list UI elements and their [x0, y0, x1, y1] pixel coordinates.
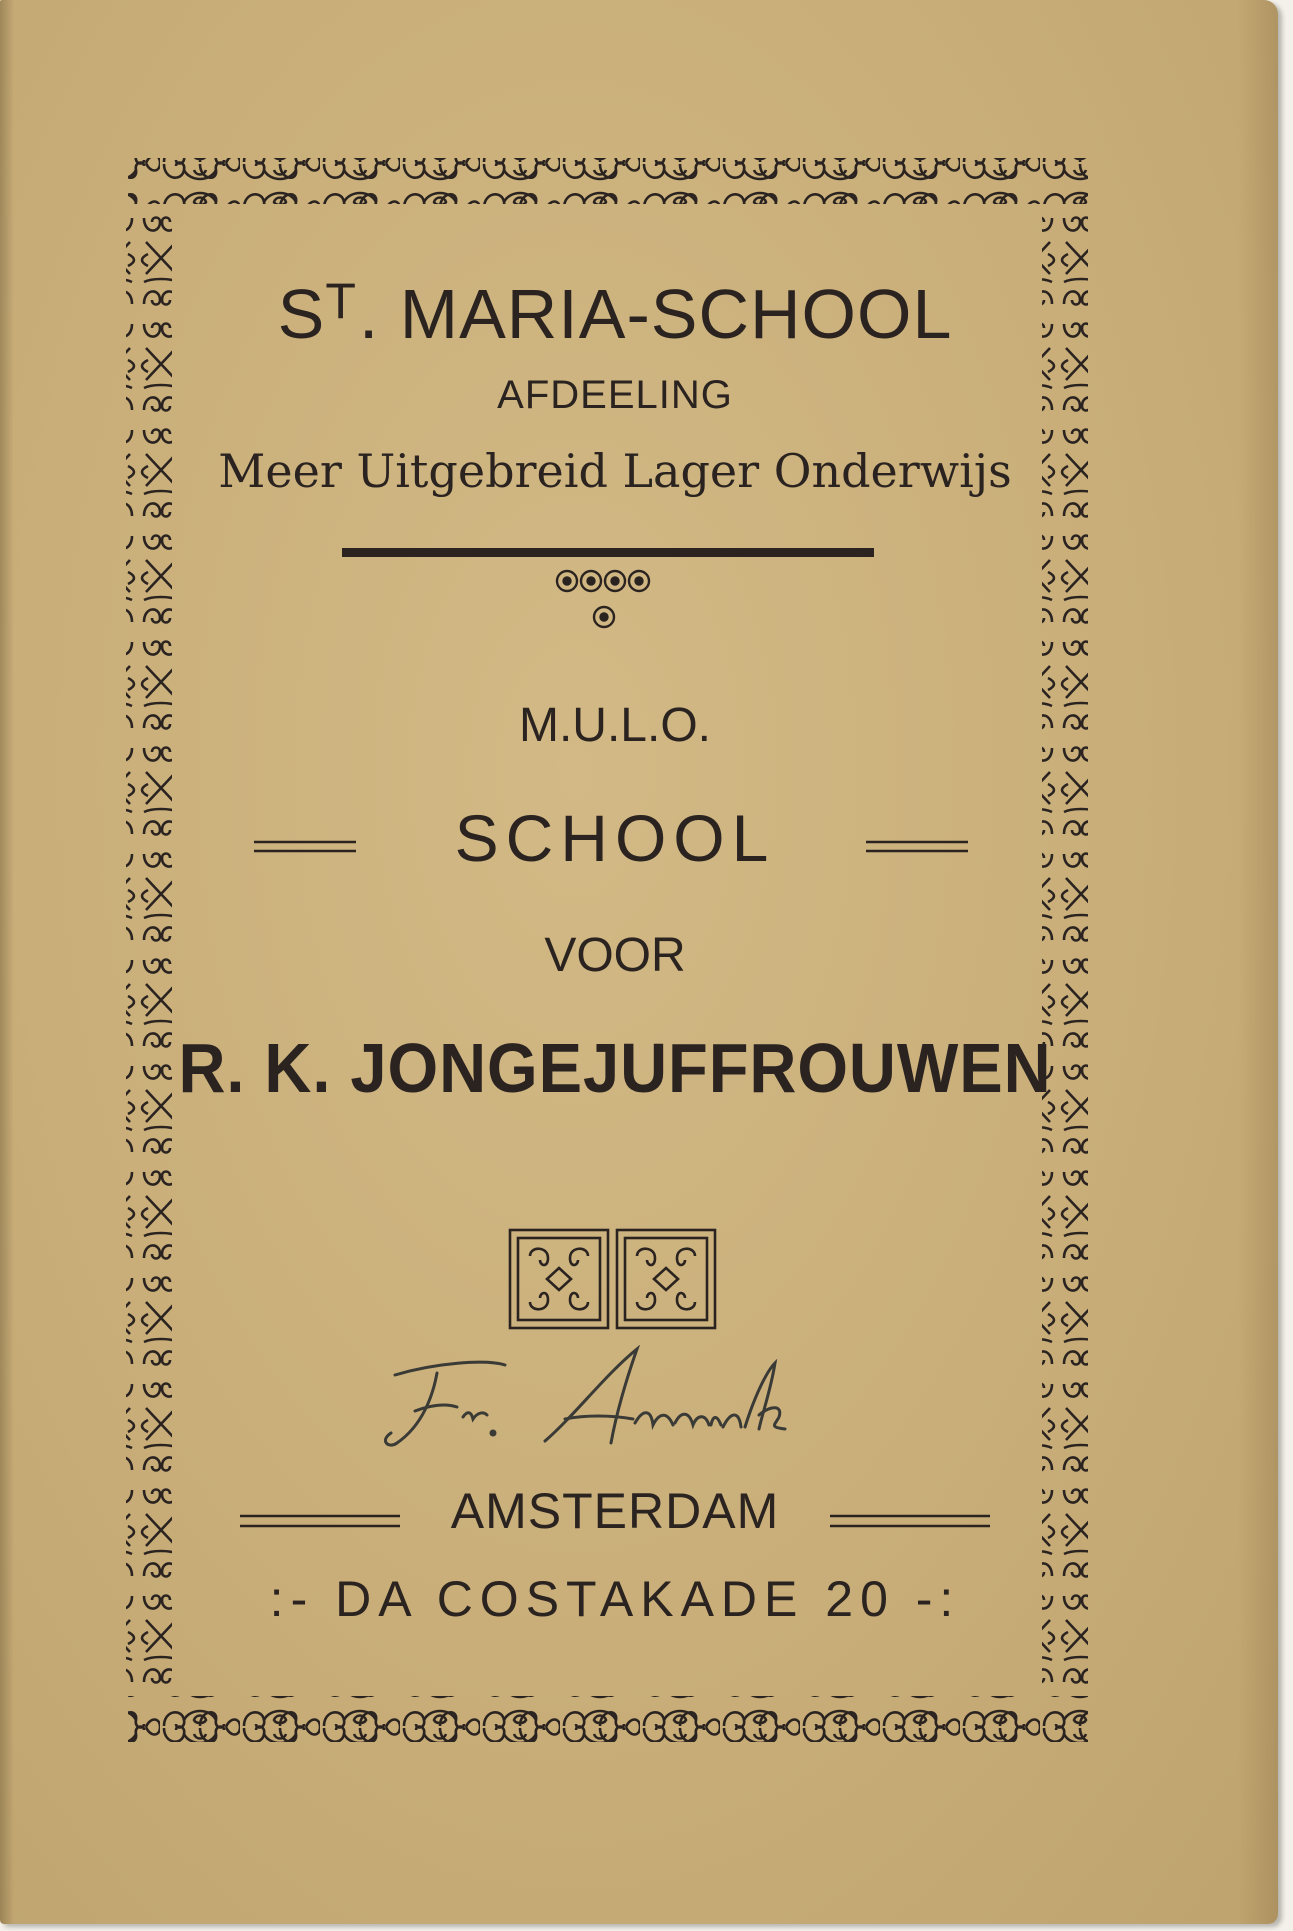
school-name [0, 272, 1230, 354]
voor-label: VOOR [544, 929, 686, 982]
mulo-label: M.U.L.O. [518, 699, 712, 752]
address: :- DA COSTAKADE 20 -: [269, 1571, 961, 1627]
border-top [128, 158, 1088, 204]
subtitle: Meer Uitgebreid Lager Onderwijs [218, 444, 1012, 498]
handwritten-signature [375, 1345, 875, 1465]
ring-dots-ornament [557, 571, 649, 627]
title-prefix-s: S [277, 275, 326, 353]
city: AMSTERDAM [450, 1483, 780, 1539]
border-bottom [128, 1696, 1088, 1742]
heavy-rule [342, 548, 874, 557]
school-heading: SCHOOL [454, 801, 776, 875]
title-sup: T [325, 273, 357, 329]
audience-heading: R. K. JONGEJUFFROUWEN [178, 1029, 1052, 1107]
department-label: AFDEELING [497, 373, 733, 417]
knot-tile-emblem [510, 1230, 715, 1328]
title-rest: . MARIA-SCHOOL [358, 275, 953, 353]
